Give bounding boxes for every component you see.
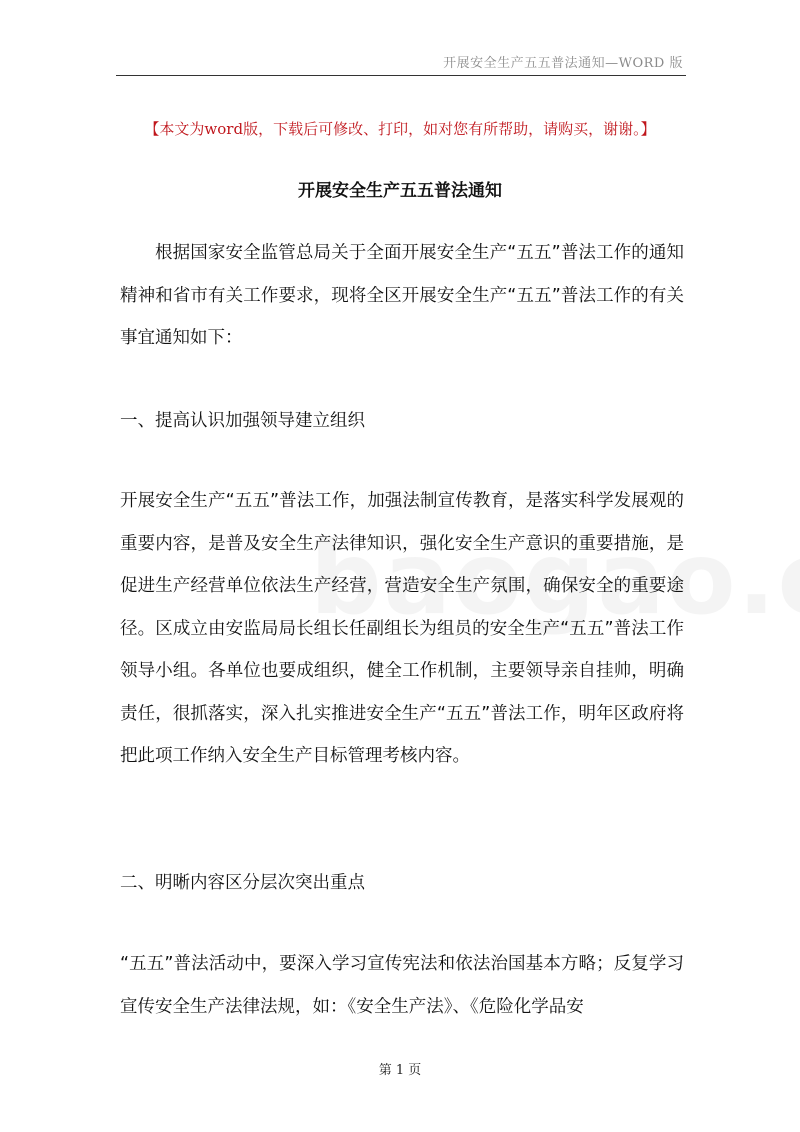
section-body-1: 开展安全生产“五五”普法工作，加强法制宣传教育，是落实科学发展观的重要内容，是普及安全生产法律知识，强化安全生产意识的重要措施，是促进生产经营单位依法生产经营，营造安全生产氛围，确保安全的重要途径。区成立由安监局局长组长任副组长为组员的安全生产“五五”普法工作领导小组。各单位也要成组织，健全工作机制，主要领导亲自挂帅，明确责任，很抓落实，深入扎实推进安全生产“五五”普法工作，明年区政府将把此项工作纳入安全生产目标管理考核内容。 [120, 491, 684, 766]
running-header: 开展安全生产五五普法通知—WORD 版 [443, 56, 683, 71]
intro-paragraph: 根据国家安全监管总局关于全面开展安全生产“五五”普法工作的通知精神和省市有关工作要求，现将全区开展安全生产“五五”普法工作的有关事宜通知如下： [120, 243, 684, 348]
document-title: 开展安全生产五五普法通知 [298, 181, 502, 201]
section-heading-1: 一、提高认识加强领导建立组织 [120, 411, 365, 431]
section-heading-2: 二、明晰内容区分层次突出重点 [120, 873, 365, 893]
page-number: 第 1 页 [378, 1063, 422, 1078]
purchase-notice: 【本文为word版，下载后可修改、打印，如对您有所帮助，请购买，谢谢。】 [144, 120, 656, 138]
section-body-2: “五五”普法活动中，要深入学习宣传宪法和依法治国基本方略；反复学习宣传安全生产法律法规，如：《安全生产法》、《危险化学品安 [120, 954, 684, 1017]
header-divider [116, 75, 686, 76]
